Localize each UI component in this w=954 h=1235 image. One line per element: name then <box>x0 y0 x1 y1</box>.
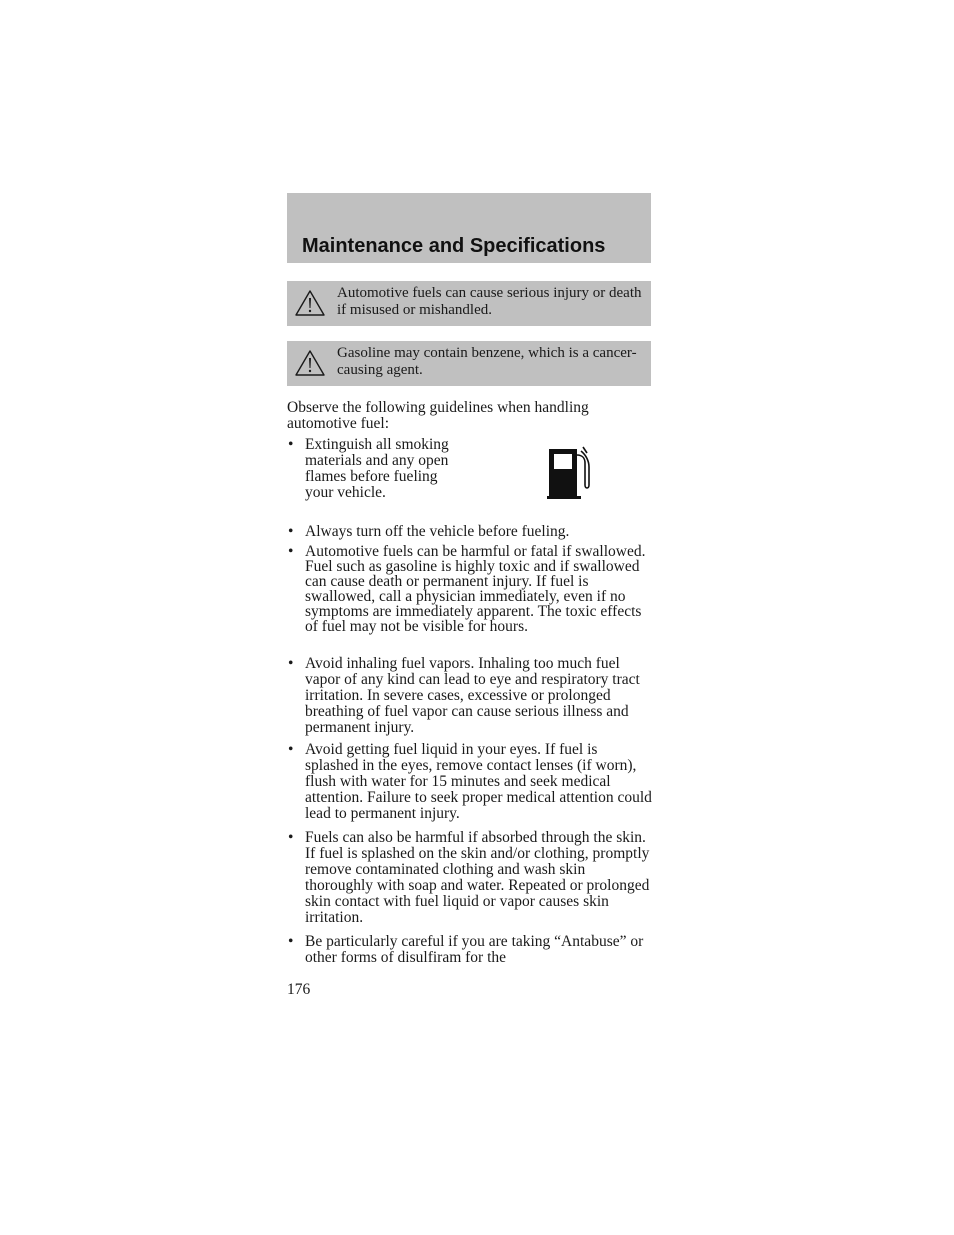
page-title: Maintenance and Specifications <box>302 235 606 257</box>
fuel-pump-icon <box>547 445 593 501</box>
warning-box-benzene <box>287 341 651 386</box>
list-item: • Avoid getting fuel liquid in your eyes. If fuel is splashed in the eyes, remove contact lenses (if worn), flush with water for 15 minutes and seek medical attention. Failure to seek proper medical attention could lead to permanent injury. <box>287 742 653 830</box>
list-item-text: • Extinguish all smoking materials and any open flames before fueling your vehicle. <box>305 436 449 501</box>
intro-paragraph: Observe the following guidelines when handling automotive fuel: <box>287 399 589 432</box>
page-number: 176 <box>287 981 311 998</box>
list-item: • Fuels can also be harmful if absorbed through the skin. If fuel is splashed on the skin and/or clothing, promptly remove contaminated clothing and wash skin thoroughly with soap and water. Repeated or prolonged skin contact with fuel liquid or vapor causes skin irritation. <box>287 830 653 934</box>
list-item: • Avoid inhaling fuel vapors. Inhaling too much fuel vapor of any kind can lead to eye and respiratory tract irritation. In severe cases, excessive or prolonged breathing of fuel vapor can cause serious illness and permanent injury. <box>287 656 653 742</box>
list-item: • Be particularly careful if you are taking “Antabuse” or other forms of disulfiram for the <box>287 934 653 966</box>
warning-text: Gasoline may contain benzene, which is a cancer-causing agent. <box>337 345 637 378</box>
section-header <box>287 193 651 263</box>
list-item: • Always turn off the vehicle before fueling. <box>287 524 653 545</box>
warning-text: Automotive fuels can cause serious injury or death if misused or mishandled. <box>337 285 642 318</box>
list-item <box>287 437 653 524</box>
warning-box-fuel-injury <box>287 281 651 326</box>
warning-triangle-icon <box>294 289 326 317</box>
warning-triangle-icon <box>294 349 326 377</box>
list-item: • Automotive fuels can be harmful or fatal if swallowed. Fuel such as gasoline is highly toxic and if swallowed can cause death or permanent injury. If fuel is swallowed, call a physician immediately, even if no symptoms are immediately apparent. The toxic effects of fuel may not be visible for hours. <box>287 545 653 656</box>
guidelines-list <box>287 437 653 966</box>
